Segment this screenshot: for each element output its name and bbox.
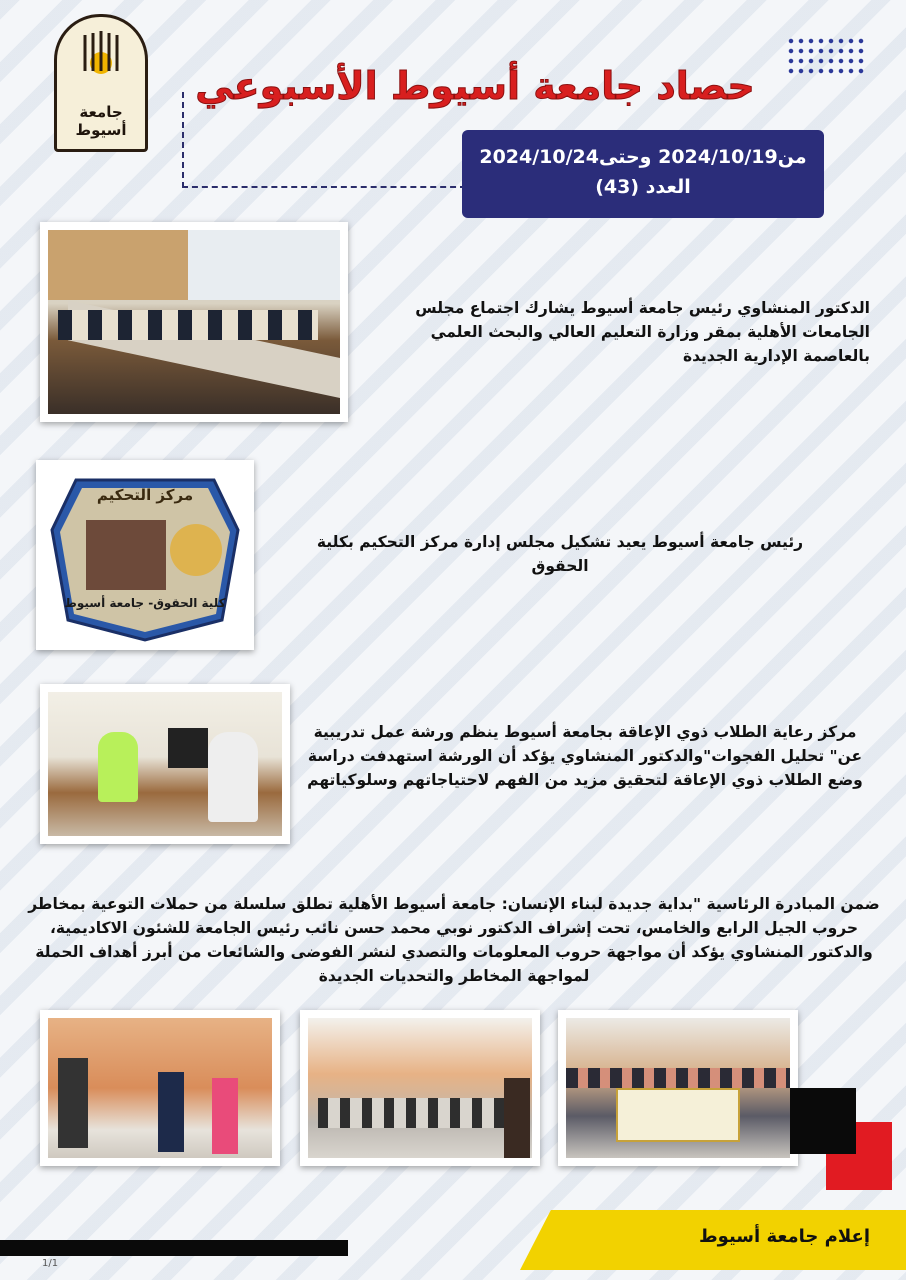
news-item-4: ضمن المبادرة الرئاسية "بداية جديدة لبناء الإنسان: جامعة أسيوط الأهلية تطلق سلسلة من حملات التوعية بمخاطر حروب الجيل الرابع والخامس، تحت إشراف الدكتور نوبي محمد حسن نائب رئيس الجامعة للشئون الاكاديمية، والدكتور المنشاوي يؤكد أن مواجهة حروب المعلومات والتصدي لنشر الفوضى والشائعات من أبرز أهداف الحملة لمواجهة المخاطر والتحديات الجديدة <box>28 895 880 985</box>
footer-black-bar <box>0 1240 348 1256</box>
news-photo-campaign-2 <box>300 1010 540 1166</box>
news-photo-emblem <box>36 460 254 650</box>
logo-text: جامعة أسيوط <box>75 103 127 139</box>
news-photo-workshop <box>40 684 290 844</box>
news-photo-campaign-1 <box>40 1010 280 1166</box>
date-range: من2024/10/19 وحتى2024/10/24 <box>479 146 807 168</box>
dashed-line-horizontal <box>182 186 466 188</box>
university-logo <box>54 14 148 152</box>
page-title: حصاد جامعة أسيوط الأسبوعي <box>195 64 755 108</box>
decorative-dots <box>786 36 866 78</box>
footer-label: إعلام جامعة أسيوط <box>698 1226 870 1247</box>
date-box <box>462 130 824 218</box>
dashed-line-vertical <box>182 92 184 188</box>
emblem-subtitle: كلية الحقوق- جامعة أسيوط <box>64 596 226 610</box>
news-item-3: مركز رعاية الطلاب ذوي الإعاقة بجامعة أسيوط ينظم ورشة عمل تدريبية عن" تحليل الفجوات"والدكتور المنشاوي يؤكد أن الورشة استهدفت دراسة وضع الطلاب ذوي الإعاقة لتحقيق مزيد من الفهم لاحتياجاتهم وسلوكياتهم <box>307 723 863 789</box>
news-item-1: الدكتور المنشاوي رئيس جامعة أسيوط يشارك اجتماع مجلس الجامعات الأهلية بمقر وزارة التعليم العالي والبحث العلمي بالعاصمة الإدارية الجديدة <box>415 299 870 365</box>
news-item-2: رئيس جامعة أسيوط يعيد تشكيل مجلس إدارة مركز التحكيم بكلية الحقوق <box>316 533 804 575</box>
issue-number: العدد (43) <box>595 176 691 198</box>
sun-icon <box>71 31 131 91</box>
decorative-black-square <box>790 1088 856 1154</box>
emblem-title: مركز التحكيم <box>96 486 194 504</box>
page-number: 1/1 <box>42 1258 59 1269</box>
news-photo-campaign-3 <box>558 1010 798 1166</box>
news-photo-meeting <box>40 222 348 422</box>
